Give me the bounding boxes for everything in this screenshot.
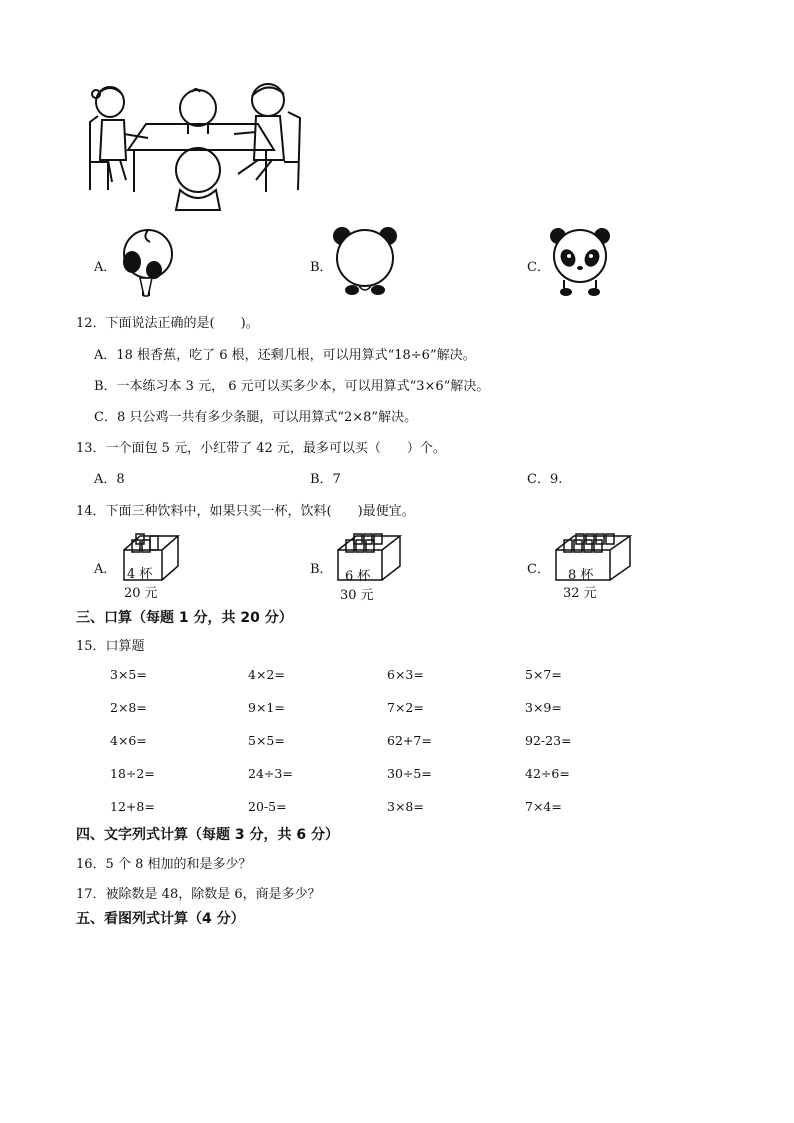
- calc-item[interactable]: 5×7=: [525, 667, 562, 682]
- calc-item[interactable]: 4×2=: [248, 667, 285, 682]
- calc-item[interactable]: 42÷6=: [525, 766, 570, 781]
- q14-option-c-price: 32 元: [563, 586, 597, 601]
- calc-item[interactable]: 20-5=: [248, 799, 287, 814]
- q14-option-c-box-label: 8 杯: [568, 568, 594, 583]
- calc-item[interactable]: 7×2=: [387, 700, 424, 715]
- calc-item[interactable]: 12+8=: [110, 799, 155, 814]
- q17-text: 17．被除数是 48，除数是 6，商是多少？: [76, 887, 321, 902]
- q14-option-b-letter[interactable]: B．: [310, 562, 333, 577]
- calc-item[interactable]: 5×5=: [248, 733, 285, 748]
- panda-front-view-image: [548, 226, 612, 298]
- q13-stem: 13．一个面包 5 元，小红带了 42 元，最多可以买（ ）个。: [76, 441, 446, 456]
- section5-title: 五、看图列式计算（4 分）: [76, 911, 245, 927]
- q13-option-c[interactable]: C．9.: [527, 472, 563, 487]
- calc-item[interactable]: 92-23=: [525, 733, 572, 748]
- panda-back-view-image: [332, 224, 398, 300]
- calc-item[interactable]: 18÷2=: [110, 766, 155, 781]
- calc-item[interactable]: 3×8=: [387, 799, 424, 814]
- q13-option-b[interactable]: B．7: [310, 472, 341, 487]
- q14-option-c-letter[interactable]: C．: [527, 562, 550, 577]
- q11-option-c-letter[interactable]: C．: [527, 260, 550, 275]
- table-scene-image: [88, 82, 310, 214]
- calc-item[interactable]: 62+7=: [387, 733, 432, 748]
- calc-item[interactable]: 4×6=: [110, 733, 147, 748]
- calc-item[interactable]: 7×4=: [525, 799, 562, 814]
- q15-stem: 15．口算题: [76, 639, 145, 654]
- q14-option-a-price: 20 元: [124, 586, 158, 601]
- q14-option-a-letter[interactable]: A．: [94, 562, 117, 577]
- q11-option-b-letter[interactable]: B．: [310, 260, 333, 275]
- calc-item[interactable]: 9×1=: [248, 700, 285, 715]
- q12-option-b[interactable]: B．一本练习本 3 元， 6 元可以买多少本，可以用算式“3×6”解决。: [94, 379, 490, 394]
- drink-crate-c-image: [552, 532, 636, 582]
- q14-stem: 14．下面三种饮料中，如果只买一杯，饮料( )最便宜。: [76, 504, 415, 519]
- calc-item[interactable]: 24÷3=: [248, 766, 293, 781]
- head-side-view-image: [118, 226, 176, 298]
- section3-title: 三、口算（每题 1 分，共 20 分）: [76, 610, 293, 626]
- q12-stem: 12．下面说法正确的是( )。: [76, 316, 259, 331]
- q13-option-a[interactable]: A．8: [94, 472, 125, 487]
- q16-text: 16．5 个 8 相加的和是多少？: [76, 857, 252, 872]
- q14-option-a-box-label: 4 杯: [127, 567, 153, 582]
- calc-item[interactable]: 2×8=: [110, 700, 147, 715]
- calc-item[interactable]: 30÷5=: [387, 766, 432, 781]
- q14-option-b-box-label: 6 杯: [345, 569, 371, 584]
- q12-option-a[interactable]: A．18 根香蕉，吃了 6 根，还剩几根，可以用算式“18÷6”解决。: [94, 348, 476, 363]
- section4-title: 四、文字列式计算（每题 3 分，共 6 分）: [76, 827, 339, 843]
- q14-option-b-price: 30 元: [340, 588, 374, 603]
- q11-option-a-letter[interactable]: A．: [94, 260, 117, 275]
- calc-item[interactable]: 3×5=: [110, 667, 147, 682]
- calc-item[interactable]: 6×3=: [387, 667, 424, 682]
- calc-item[interactable]: 3×9=: [525, 700, 562, 715]
- q12-option-c[interactable]: C．8 只公鸡一共有多少条腿，可以用算式“2×8”解决。: [94, 410, 418, 425]
